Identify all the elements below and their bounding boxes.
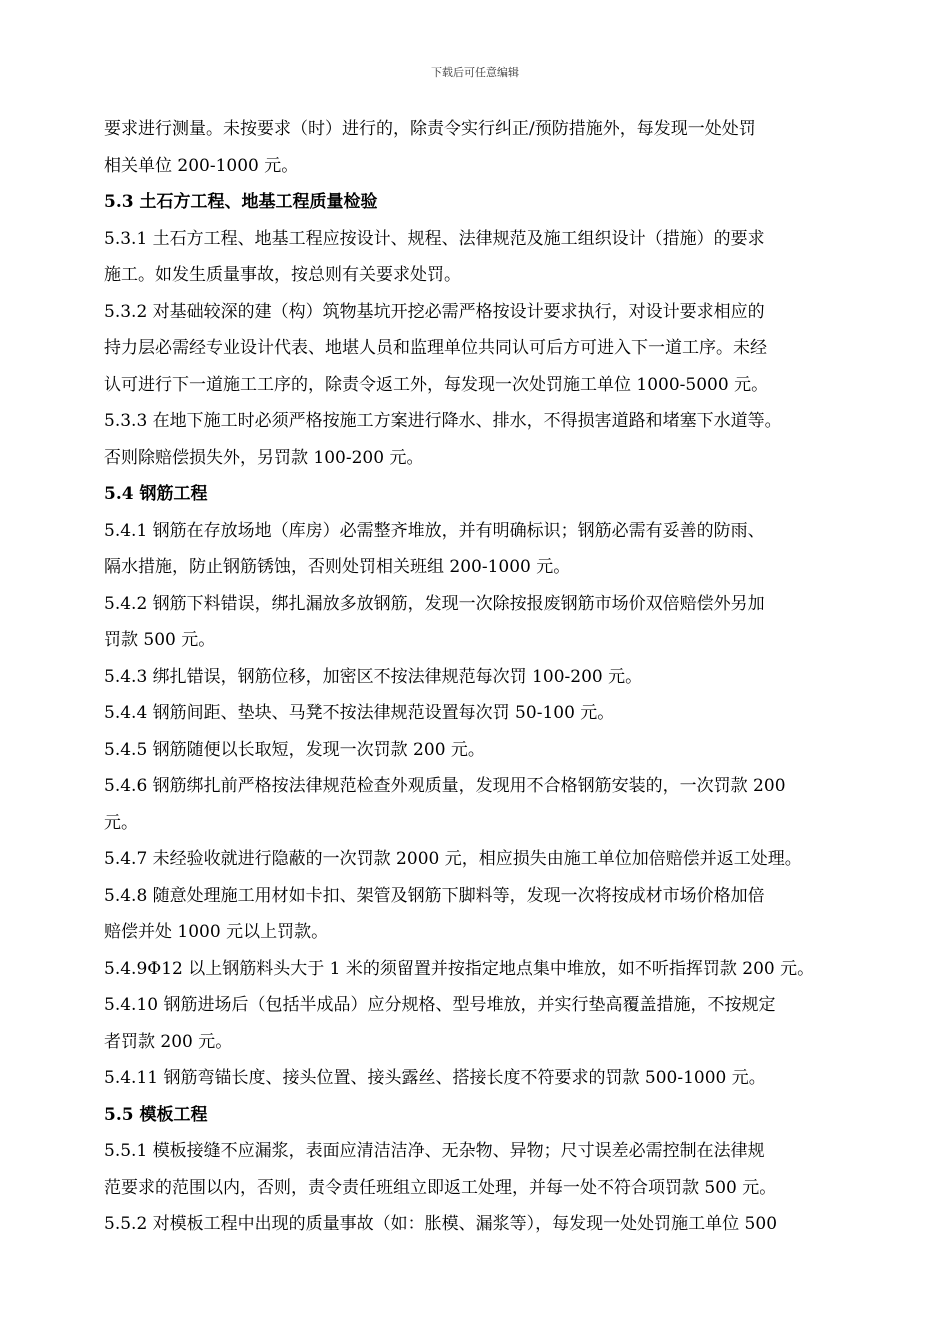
text-line: 5.5.1 模板接缝不应漏浆，表面应清洁洁净、无杂物、异物；尺寸误差必需控制在法律规 bbox=[104, 1141, 765, 1161]
text-line: 罚款 500 元。 bbox=[104, 630, 216, 650]
text-line: 5.3.3 在地下施工时必须严格按施工方案进行降水、排水，不得损害道路和堵塞下水道等。 bbox=[104, 411, 782, 431]
page-header: 下载后可任意编辑 bbox=[431, 66, 519, 79]
text-line: 5.4.1 钢筋在存放场地（库房）必需整齐堆放，并有明确标识；钢筋必需有妥善的防雨、 bbox=[104, 520, 765, 541]
text-line: 5.4.11 钢筋弯锚长度、接头位置、接头露丝、搭接长度不符要求的罚款 500-1000 元。 bbox=[104, 1068, 766, 1088]
text-line: 5.4.6 钢筋绑扎前严格按法律规范检查外观质量，发现用不合格钢筋安装的，一次罚款 200 bbox=[104, 776, 786, 796]
section-heading: 5.5 模板工程 bbox=[104, 1104, 208, 1125]
text-line: 隔水措施，防止钢筋锈蚀，否则处罚相关班组 200-1000 元。 bbox=[104, 557, 571, 577]
document-body bbox=[104, 111, 874, 1243]
text-line: 元。 bbox=[104, 812, 138, 833]
text-line: 相关单位 200-1000 元。 bbox=[104, 155, 299, 176]
text-line: 5.4.4 钢筋间距、垫块、马凳不按法律规范设置每次罚 50-100 元。 bbox=[104, 703, 615, 723]
text-line: 5.4.5 钢筋随便以长取短，发现一次罚款 200 元。 bbox=[104, 739, 485, 760]
text-line: 5.3.1 土石方工程、地基工程应按设计、规程、法律规范及施工组织设计（措施）的要求 bbox=[104, 228, 765, 249]
text-line: 5.4.3 绑扎错误，钢筋位移，加密区不按法律规范每次罚 100-200 元。 bbox=[104, 666, 643, 687]
text-line: 5.4.10 钢筋进场后（包括半成品）应分规格、型号堆放，并实行垫高覆盖措施，不按规定 bbox=[104, 995, 776, 1015]
text-line: 否则除赔偿损失外，另罚款 100-200 元。 bbox=[104, 447, 424, 468]
text-line: 5.3.2 对基础较深的建（构）筑物基坑开挖必需严格按设计要求执行，对设计要求相应的 bbox=[104, 301, 765, 322]
text-line: 赔偿并处 1000 元以上罚款。 bbox=[104, 922, 329, 942]
text-line: 要求进行测量。未按要求（时）进行的，除责令实行纠正/预防措施外，每发现一处处罚 bbox=[104, 119, 756, 139]
text-line: 5.4.8 随意处理施工用材如卡扣、架管及钢筋下脚料等，发现一次将按成材市场价格加倍 bbox=[104, 885, 765, 906]
text-line: 持力层必需经专业设计代表、地堪人员和监理单位共同认可后方可进入下一道工序。未经 bbox=[104, 338, 767, 358]
text-line: 5.4.2 钢筋下料错误，绑扎漏放多放钢筋，发现一次除按报废钢筋市场价双倍赔偿外另加 bbox=[104, 593, 765, 614]
text-line: 者罚款 200 元。 bbox=[104, 1031, 233, 1052]
text-line: 施工。如发生质量事故，按总则有关要求处罚。 bbox=[104, 265, 461, 285]
section-heading: 5.4 钢筋工程 bbox=[104, 484, 208, 504]
text-line: 5.5.2 对模板工程中出现的质量事故（如：胀模、漏浆等），每发现一处处罚施工单位 500 bbox=[104, 1214, 778, 1234]
text-line: 认可进行下一道施工工序的，除责令返工外，每发现一次处罚施工单位 1000-5000 元。 bbox=[104, 374, 769, 395]
text-line: 5.4.9Φ12 以上钢筋料头大于 1 米的须留置并按指定地点集中堆放，如不听指挥罚款 200 元。 bbox=[104, 958, 815, 979]
text-line: 范要求的范围以内，否则，责令责任班组立即返工处理，并每一处不符合项罚款 500 元。 bbox=[104, 1177, 777, 1198]
text-line: 5.4.7 未经验收就进行隐蔽的一次罚款 2000 元，相应损失由施工单位加倍赔偿并返工处理。 bbox=[104, 849, 802, 869]
section-heading: 5.3 土石方工程、地基工程质量检验 bbox=[104, 192, 378, 212]
